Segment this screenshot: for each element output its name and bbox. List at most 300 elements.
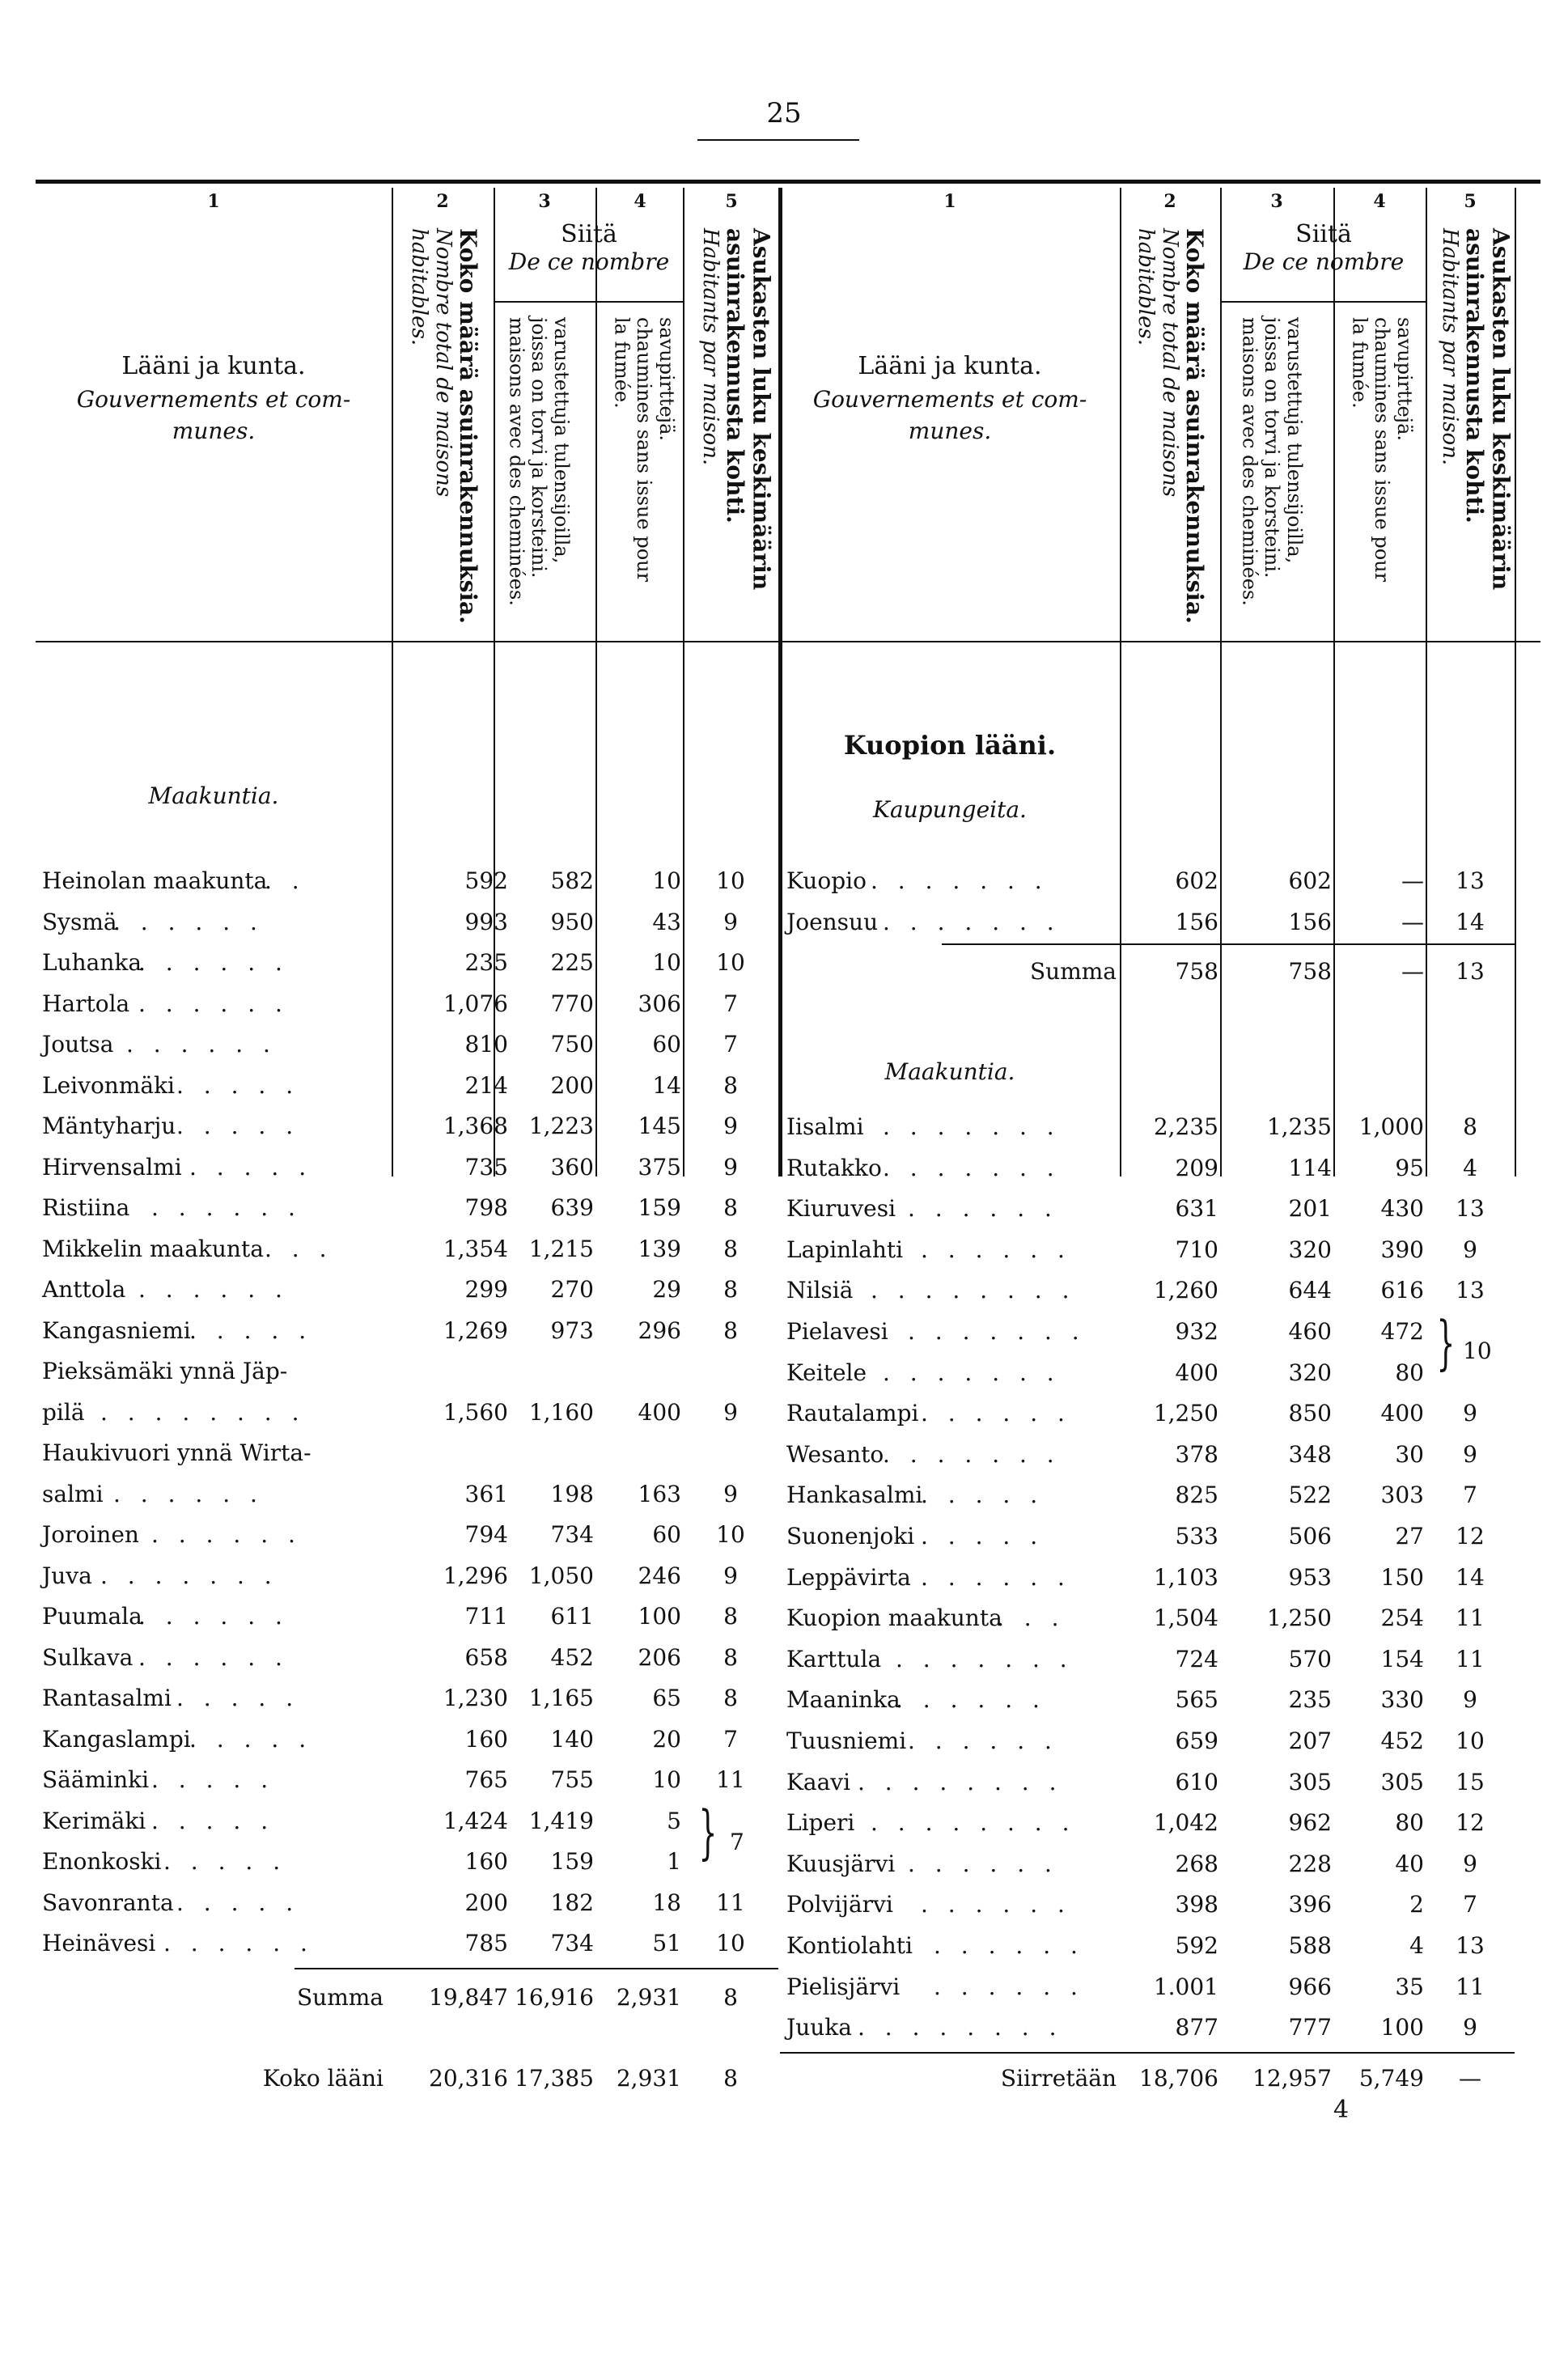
table-row: [780, 1556, 1540, 1598]
cell-c5: 7: [723, 990, 738, 1017]
cell-c3: 207: [1288, 1728, 1332, 1754]
table-row: [36, 1513, 796, 1555]
leader-dots: . . . . . . . .: [858, 2014, 1063, 2041]
cell-c2: 533: [1175, 1523, 1218, 1549]
col-number: 1: [207, 191, 220, 212]
cell-c2: 1.001: [1153, 1973, 1218, 2000]
cell-c5: —: [1459, 2065, 1481, 2092]
row-name: Pielavesi: [786, 1318, 888, 1345]
col-number: 5: [1464, 191, 1477, 212]
cell-c4: 80: [1395, 1809, 1424, 1836]
cell-c3: 602: [1288, 867, 1332, 894]
cell-c3: 270: [550, 1276, 594, 1303]
cell-c5: 9: [1463, 1236, 1477, 1263]
row-name: Kuusjärvi: [786, 1850, 896, 1877]
cell-c3: 16,916: [515, 1984, 594, 2011]
total-label: Siirretään: [1000, 2065, 1117, 2092]
table-row: [36, 1146, 796, 1188]
cell-c5: 7: [1463, 1482, 1477, 1508]
chimney-fi: joissa on torvi ja korsteini.: [1261, 317, 1284, 579]
cell-c4: —: [1401, 909, 1424, 935]
carry-forward-row: [780, 2057, 1540, 2099]
col-number: 1: [943, 191, 956, 212]
cell-c4: 20: [652, 1726, 681, 1753]
smoke-hut-header: [1348, 317, 1415, 633]
col-number: 3: [1270, 191, 1283, 212]
cell-c2: 18,706: [1139, 2065, 1218, 2092]
cell-c3: 198: [550, 1481, 594, 1507]
total-houses-fr: habitables.: [1133, 228, 1158, 346]
cell-c3: 140: [550, 1726, 594, 1753]
table-row: [36, 1227, 796, 1270]
cell-c5: 9: [723, 1562, 738, 1589]
cell-c2: 1,260: [1153, 1277, 1218, 1304]
row-name: Kontiolahti: [786, 1932, 913, 1959]
row-name: Pieksämäki ynnä Jäp-: [42, 1358, 288, 1384]
table-row: [780, 1678, 1540, 1720]
table-row: [780, 1596, 1540, 1638]
col-divider: [1120, 188, 1121, 1176]
section-label: Kaupungeita.: [873, 796, 1027, 823]
table-row: [36, 1473, 796, 1515]
cell-c5: 4: [1463, 1155, 1477, 1181]
cell-c5: 13: [1456, 1277, 1485, 1304]
cell-c5: 9: [1463, 2014, 1477, 2041]
leader-dots: . . . . . . .: [883, 1359, 1061, 1386]
cell-c5: 9: [723, 1113, 738, 1139]
cell-c2: 711: [464, 1603, 508, 1630]
leader-dots: . . .: [997, 1605, 1066, 1631]
page-number-rule: [697, 139, 859, 141]
table-row: [36, 1431, 796, 1473]
cell-c3: 758: [1288, 958, 1332, 985]
leader-dots: . . . . . . . .: [871, 1277, 1076, 1304]
cell-c4: 400: [1380, 1400, 1424, 1427]
total-label: Summa: [296, 1984, 384, 2011]
row-name: Ristiina: [42, 1194, 130, 1221]
table-row: [780, 1883, 1540, 1925]
smoke-hut-fr: chaumines sans issue pour: [1371, 317, 1394, 583]
cell-c3: 200: [550, 1072, 594, 1099]
cell-c5: 8: [723, 1072, 738, 1099]
row-name: Kuopion maakunta: [786, 1605, 1002, 1631]
table-row: [36, 1350, 796, 1392]
cell-c2: 724: [1175, 1646, 1218, 1672]
cell-c2: 200: [464, 1889, 508, 1916]
cell-c4: 10: [652, 949, 681, 976]
row-name: Kuopio: [786, 867, 867, 894]
summa-rule: [942, 943, 1515, 945]
smoke-hut-fr: la fumée.: [610, 317, 634, 409]
total-label: Summa: [1029, 958, 1117, 985]
cell-c4: 95: [1395, 1155, 1424, 1181]
cell-c4: 430: [1380, 1195, 1424, 1222]
cell-c2: 361: [464, 1481, 508, 1507]
cell-c5: 10: [716, 1930, 745, 1956]
region-header-fi: Lääni ja kunta.: [858, 352, 1042, 380]
smoke-hut-header: [610, 317, 677, 633]
leader-dots: . . . . . . .: [883, 909, 1061, 935]
col-number: 5: [725, 191, 738, 212]
cell-c2: 214: [464, 1072, 508, 1099]
cell-c3: 770: [550, 990, 594, 1017]
row-name: Joroinen: [42, 1521, 139, 1548]
table-row: [780, 1719, 1540, 1761]
cell-c5: 8: [723, 1644, 738, 1671]
row-name: Heinävesi: [42, 1930, 156, 1956]
row-name: Joensuu: [786, 909, 879, 935]
row-name: Polvijärvi: [786, 1891, 893, 1918]
leader-dots: . . . . .: [189, 1317, 313, 1344]
total-row: [36, 2057, 796, 2099]
cell-c4: 616: [1380, 1277, 1424, 1304]
cell-c4: 43: [652, 909, 681, 935]
chimney-fr: maisons avec des cheminées.: [505, 317, 528, 606]
cell-c2: 565: [1175, 1686, 1218, 1713]
cell-c5: 8: [723, 2065, 738, 2092]
smoke-hut-fi: savupirttejä.: [655, 317, 678, 442]
cell-c4: 254: [1380, 1605, 1424, 1631]
cell-c5: 9: [1463, 1850, 1477, 1877]
cell-c5: 13: [1456, 1932, 1485, 1959]
cell-c2: 1,103: [1153, 1564, 1218, 1591]
row-name: Kaavi: [786, 1769, 851, 1795]
cell-c3: 962: [1288, 1809, 1332, 1836]
leader-dots: . . . . . .: [934, 1932, 1084, 1959]
leader-dots: . . . . . .: [113, 909, 264, 935]
cell-c4: 2,931: [616, 1984, 681, 2011]
cell-c4: 60: [652, 1521, 681, 1548]
region-header: [36, 350, 392, 447]
chimney-fi: varustettuja tulensijoilla,: [1282, 317, 1306, 564]
cell-c4: 5: [667, 1808, 681, 1834]
table-row: [36, 1391, 796, 1433]
total-houses-fi: Koko määrä asuinrakennuksia.: [1180, 228, 1208, 624]
cell-c3: 228: [1288, 1850, 1332, 1877]
leader-dots: . . . . .: [151, 1808, 275, 1834]
cell-c3: 1,223: [528, 1113, 594, 1139]
col-divider: [1426, 188, 1427, 1176]
total-houses-header: [406, 228, 481, 633]
right-table: [780, 180, 1540, 2374]
cell-c4: 4: [1409, 1932, 1424, 1959]
row-name: Hankasalmi: [786, 1482, 923, 1508]
leader-dots: . .: [265, 867, 306, 894]
col-divider: [1220, 188, 1222, 1176]
leader-dots: . . . . .: [921, 1523, 1045, 1549]
table-row: [780, 1842, 1540, 1884]
table-row: [780, 859, 1540, 901]
table-row: [780, 1801, 1540, 1843]
row-name: Anttola: [42, 1276, 126, 1303]
cell-c2: 209: [1175, 1155, 1218, 1181]
cell-c5: 9: [1463, 1400, 1477, 1427]
cell-c3: 953: [1288, 1564, 1332, 1591]
cell-c5: 7: [723, 1031, 738, 1058]
cell-c2: 785: [464, 1930, 508, 1956]
col-number: 2: [1163, 191, 1176, 212]
table-row: [36, 1595, 796, 1637]
cell-c2: 1,560: [443, 1399, 508, 1426]
cell-c2: 659: [1175, 1728, 1218, 1754]
leader-dots: . . . . . .: [138, 1603, 289, 1630]
row-name: Kangaslampi: [42, 1726, 191, 1753]
cell-c4: 5,749: [1358, 2065, 1424, 2092]
cell-c4: 452: [1380, 1728, 1424, 1754]
cell-c4: 400: [638, 1399, 681, 1426]
inhabitants-fi: asuinrakennusta kohti.: [722, 228, 749, 524]
table-row: [780, 1392, 1540, 1434]
col-number: 4: [1373, 191, 1386, 212]
of-which-header: [495, 220, 683, 275]
leader-dots: . . . . . . .: [871, 867, 1049, 894]
cell-c4: 375: [638, 1154, 681, 1181]
summa-row: [780, 950, 1540, 992]
cell-c2: 1,368: [443, 1113, 508, 1139]
cell-c5: 13: [1456, 867, 1485, 894]
leader-dots: . . . . . . .: [908, 1318, 1086, 1345]
row-name: Iisalmi: [786, 1113, 864, 1140]
cell-c4: 65: [652, 1685, 681, 1711]
leader-dots: . . . . .: [176, 1889, 300, 1916]
cell-c5: 8: [723, 1603, 738, 1630]
table-row: [36, 1186, 796, 1228]
leader-dots: . . . . . .: [138, 1644, 289, 1671]
table-row: [780, 1965, 1540, 2007]
cell-c2: 235: [464, 949, 508, 976]
row-name: Kerimäki: [42, 1808, 146, 1834]
left-table: [36, 180, 796, 2374]
leader-dots: . . . . .: [189, 1154, 313, 1181]
cell-c4: 163: [638, 1481, 681, 1507]
region-header-fr: Gouvernements et com-: [76, 386, 351, 413]
cell-c5: 9: [723, 1481, 738, 1507]
cell-c2: 631: [1175, 1195, 1218, 1222]
table-row: [36, 901, 796, 943]
cell-c2: 160: [464, 1726, 508, 1753]
table-row: [780, 1147, 1540, 1189]
cell-c3: 1,050: [528, 1562, 594, 1589]
carry-rule: [780, 2052, 1515, 2054]
of-which-header: [1222, 220, 1426, 275]
cell-c2: 658: [464, 1644, 508, 1671]
cell-c2: 268: [1175, 1850, 1218, 1877]
cell-c5: 15: [1456, 1769, 1485, 1795]
cell-c2: 400: [1175, 1359, 1218, 1386]
table-row: [36, 1800, 796, 1842]
section-label: Maakuntia.: [148, 782, 279, 809]
table-row: [36, 859, 796, 901]
cell-c4: 303: [1380, 1482, 1424, 1508]
cell-c2: 810: [464, 1031, 508, 1058]
col-number: 2: [436, 191, 449, 212]
row-name: Wesanto: [786, 1441, 884, 1468]
summa-rule: [295, 1968, 778, 1969]
cell-c5: 13: [1456, 1195, 1485, 1222]
cell-c3: 12,957: [1252, 2065, 1332, 2092]
table-row: [36, 1636, 796, 1678]
total-houses-fr: Nombre total de maisons: [430, 228, 456, 498]
table-row: [780, 901, 1540, 943]
leader-dots: . . . . . . . .: [858, 1769, 1063, 1795]
leader-dots: . . . . . .: [163, 1930, 314, 1956]
cell-c5: 8: [723, 1984, 738, 2011]
cell-c2: 735: [464, 1154, 508, 1181]
row-name: Luhanka: [42, 949, 142, 976]
region-header-fr: munes.: [172, 418, 256, 445]
cell-c5: 11: [1456, 1646, 1485, 1672]
smoke-hut-fr: chaumines sans issue pour: [633, 317, 656, 583]
cell-c2: 1,354: [443, 1236, 508, 1262]
header-rule: [36, 641, 796, 642]
cell-c2: 2,235: [1153, 1113, 1218, 1140]
col-divider: [1333, 188, 1335, 1176]
leader-dots: . . . . . .: [921, 1891, 1071, 1918]
cell-c3: 644: [1288, 1277, 1332, 1304]
cell-c4: 1,000: [1358, 1113, 1424, 1140]
cell-c3: 225: [550, 949, 594, 976]
of-which-fi: Siitä: [1295, 220, 1352, 248]
table-row: [36, 1104, 796, 1147]
cell-c5: 8: [723, 1276, 738, 1303]
table-row: [780, 1310, 1540, 1352]
table-row: [780, 1269, 1540, 1311]
cell-c4: —: [1401, 867, 1424, 894]
cell-c5: 9: [723, 1399, 738, 1426]
cell-c5: 8: [1463, 1113, 1477, 1140]
cell-c4: 139: [638, 1236, 681, 1262]
cell-c5: 11: [1456, 1605, 1485, 1631]
section-title: Kuopion lääni.: [843, 730, 1057, 761]
cell-c4: 1: [667, 1848, 681, 1875]
row-name: Sulkava: [42, 1644, 133, 1671]
leader-dots: . . . . . .: [934, 1973, 1084, 2000]
cell-c5: 8: [723, 1194, 738, 1221]
leader-dots: . . . . . .: [138, 990, 289, 1017]
row-name: Hirvensalmi: [42, 1154, 182, 1181]
cell-c2: 1,076: [443, 990, 508, 1017]
page-number: 25: [766, 97, 802, 129]
cell-c4: 145: [638, 1113, 681, 1139]
cell-c5: 9: [723, 1154, 738, 1181]
smoke-hut-fr: la fumée.: [1348, 317, 1371, 409]
cell-c3: 850: [1288, 1400, 1332, 1427]
cell-c3: 360: [550, 1154, 594, 1181]
cell-c3: 1,235: [1266, 1113, 1332, 1140]
table-row: [36, 1840, 796, 1882]
leader-dots: . . .: [265, 1236, 333, 1262]
cell-c2: 1,296: [443, 1562, 508, 1589]
row-name: Enonkoski: [42, 1848, 162, 1875]
region-header-fr: munes.: [908, 418, 992, 445]
cell-c5: 9: [1463, 1441, 1477, 1468]
leader-dots: . . . . . .: [113, 1481, 264, 1507]
table-row: [36, 1268, 796, 1310]
row-name: Sääminki: [42, 1766, 150, 1793]
inhabitants-fi: Asukasten luku keskimäärin: [748, 228, 775, 591]
cell-c4: 35: [1395, 1973, 1424, 2000]
cell-c3: 396: [1288, 1891, 1332, 1918]
leader-dots: . . . . .: [176, 1072, 300, 1099]
cell-c5: 10: [716, 867, 745, 894]
table-row: [36, 982, 796, 1024]
leader-dots: . . . . .: [921, 1482, 1045, 1508]
table-row: [780, 1351, 1540, 1393]
row-name: Joutsa: [42, 1031, 114, 1058]
leader-dots: . . . . . . . .: [100, 1399, 306, 1426]
chimney-fr: maisons avec des cheminées.: [1238, 317, 1261, 606]
leader-dots: . . . . . .: [138, 949, 289, 976]
cell-c4: 80: [1395, 1359, 1424, 1386]
col-number: 3: [538, 191, 551, 212]
cell-c4: 390: [1380, 1236, 1424, 1263]
cell-c4: 29: [652, 1276, 681, 1303]
leader-dots: . . . . .: [189, 1726, 313, 1753]
leader-dots: . . . . .: [176, 1685, 300, 1711]
row-name: Rutakko: [786, 1155, 882, 1181]
cell-c3: 973: [550, 1317, 594, 1344]
leader-dots: . . . . . . .: [100, 1562, 278, 1589]
cell-c4: 206: [638, 1644, 681, 1671]
chimney-header: [1238, 317, 1305, 633]
cell-c4: 40: [1395, 1850, 1424, 1877]
cell-c4: 472: [1380, 1318, 1424, 1345]
cell-c3: 1,250: [1266, 1605, 1332, 1631]
cell-c5: 7: [1463, 1891, 1477, 1918]
cell-c2: 602: [1175, 867, 1218, 894]
cell-c5: 11: [1456, 1973, 1485, 2000]
cell-c2: 758: [1175, 958, 1218, 985]
cell-c4: 306: [638, 990, 681, 1017]
chimney-header: [505, 317, 572, 633]
inhabitants-fi: asuinrakennusta kohti.: [1461, 228, 1489, 524]
row-name: salmi: [42, 1481, 104, 1507]
leader-dots: . . . . . . .: [883, 1155, 1061, 1181]
cell-c3: 17,385: [515, 2065, 594, 2092]
row-name: Maaninka: [786, 1686, 901, 1713]
row-name: Tuusniemi: [786, 1728, 907, 1754]
cell-c5: 8: [723, 1236, 738, 1262]
cell-c2: 160: [464, 1848, 508, 1875]
total-label: Koko lääni: [262, 2065, 384, 2092]
of-which-fi: Siitä: [561, 220, 617, 248]
cell-c4: 2: [1409, 1891, 1424, 1918]
row-name: Juuka: [786, 2014, 852, 2041]
leader-dots: . . . . . .: [908, 1850, 1058, 1877]
total-houses-fr: habitables.: [406, 228, 431, 346]
row-name: Leppävirta: [786, 1564, 911, 1591]
of-which-fr: De ce nombre: [508, 248, 670, 275]
cell-c3: 750: [550, 1031, 594, 1058]
cell-c3: 182: [550, 1889, 594, 1916]
cell-c2: 1,269: [443, 1317, 508, 1344]
cell-c3: 114: [1288, 1155, 1332, 1181]
cell-c2: 825: [1175, 1482, 1218, 1508]
cell-c5: 7: [723, 1726, 738, 1753]
cell-c2: 610: [1175, 1769, 1218, 1795]
brace-icon: }: [698, 1798, 718, 1866]
cell-c5: 11: [716, 1766, 745, 1793]
row-name: Haukivuori ynnä Wirta-: [42, 1439, 311, 1466]
cell-c3: 235: [1288, 1686, 1332, 1713]
cell-c2: 592: [464, 867, 508, 894]
cell-c4: 27: [1395, 1523, 1424, 1549]
cell-c3: 522: [1288, 1482, 1332, 1508]
top-rule: [780, 180, 1540, 184]
cell-c2: 299: [464, 1276, 508, 1303]
cell-c2: 765: [464, 1766, 508, 1793]
leader-dots: . . . . . . .: [883, 1441, 1061, 1468]
